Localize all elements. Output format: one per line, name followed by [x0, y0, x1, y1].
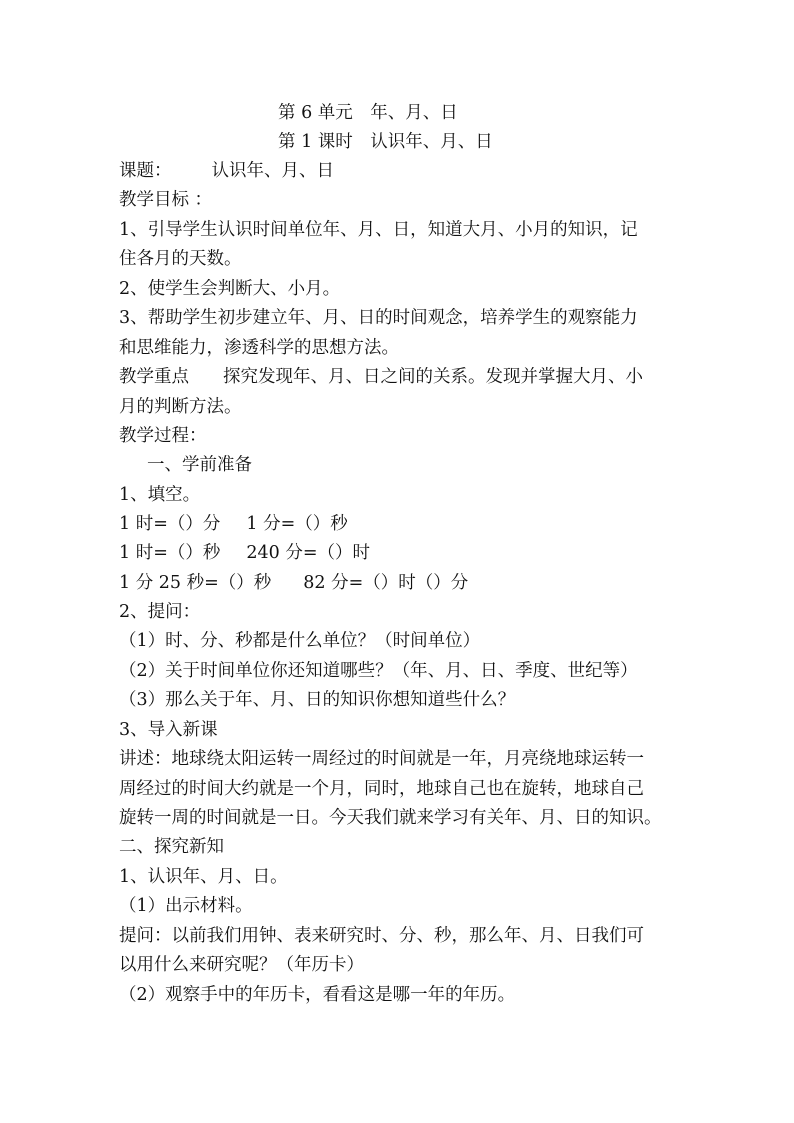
- explore-1-1: （1）出示材料。: [119, 896, 253, 916]
- objective-3-line-1: 3、帮助学生初步建立年、月、日的时间观念，培养学生的观察能力: [119, 308, 638, 328]
- fill-blank-row-1: [119, 511, 348, 537]
- question-1: （1）时、分、秒都是什么单位？（时间单位）: [119, 631, 481, 651]
- fill-blank-row-2: [119, 540, 370, 566]
- objective-2: 2、使学生会判断大、小月。: [119, 279, 341, 299]
- narration-line-3: 旋转一周的时间就是一日。今天我们就来学习有关年、月、日的知识。: [119, 808, 662, 828]
- section-2-heading: 二、探究新知: [119, 837, 224, 857]
- section-1-heading: 一、学前准备: [147, 455, 252, 475]
- fill-blank-row-3: [119, 570, 468, 596]
- fill-blank-3b: 82 分=（）时（）分: [303, 573, 469, 593]
- key-points-line-2: 月的判断方法。: [119, 397, 242, 417]
- key-points-label: 教学重点: [119, 367, 189, 387]
- topic-text: 认识年、月、日: [211, 161, 334, 181]
- key-points-text: 探究发现年、月、日之间的关系。发现并掌握大月、小: [223, 367, 643, 387]
- intro-label: 3、导入新课: [119, 720, 218, 740]
- fill-blank-1b: 1 分=（）秒: [246, 514, 348, 534]
- objective-1-line-1: 1、引导学生认识时间单位年、月、日，知道大月、小月的知识，记: [119, 220, 638, 240]
- question-label: 2、提问：: [119, 602, 201, 622]
- lesson-title: 第 1 课时 认识年、月、日: [278, 132, 493, 152]
- process-label: 教学过程：: [119, 426, 207, 446]
- fill-blank-1a: 1 时=（）分: [119, 514, 221, 534]
- objectives-label: 教学目标 ：: [119, 190, 213, 210]
- explore-1: 1、认识年、月、日。: [119, 867, 288, 887]
- topic-line: [119, 158, 334, 184]
- fill-blank-label: 1、填空。: [119, 485, 201, 505]
- key-points-line: [119, 364, 643, 390]
- narration-line-1: 讲述：地球绕太阳运转一周经过的时间就是一年，月亮绕地球运转一: [119, 749, 644, 769]
- topic-label: 课题：: [119, 161, 172, 181]
- question-2: （2）关于时间单位你还知道哪些？（年、月、日、季度、世纪等）: [119, 661, 638, 681]
- narration-line-2: 周经过的时间大约就是一个月，同时，地球自己也在旋转，地球自己: [119, 779, 644, 799]
- fill-blank-2b: 240 分=（）时: [246, 543, 371, 563]
- prompt-line-2: 以用什么来研究呢？（年历卡）: [119, 955, 364, 975]
- explore-1-2: （2）观察手中的年历卡，看看这是哪一年的年历。: [119, 985, 516, 1005]
- prompt-line-1: 提问：以前我们用钟、表来研究时、分、秒，那么年、月、日我们可: [119, 926, 644, 946]
- question-3: （3）那么关于年、月、日的知识你想知道些什么？: [119, 690, 516, 710]
- fill-blank-2a: 1 时=（）秒: [119, 543, 221, 563]
- unit-title: 第 6 单元 年、月、日: [278, 103, 458, 123]
- fill-blank-3a: 1 分 25 秒=（）秒: [119, 573, 272, 593]
- objective-1-line-2: 住各月的天数。: [119, 249, 242, 269]
- objective-3-line-2: 和思维能力，渗透科学的思想方法。: [119, 338, 399, 358]
